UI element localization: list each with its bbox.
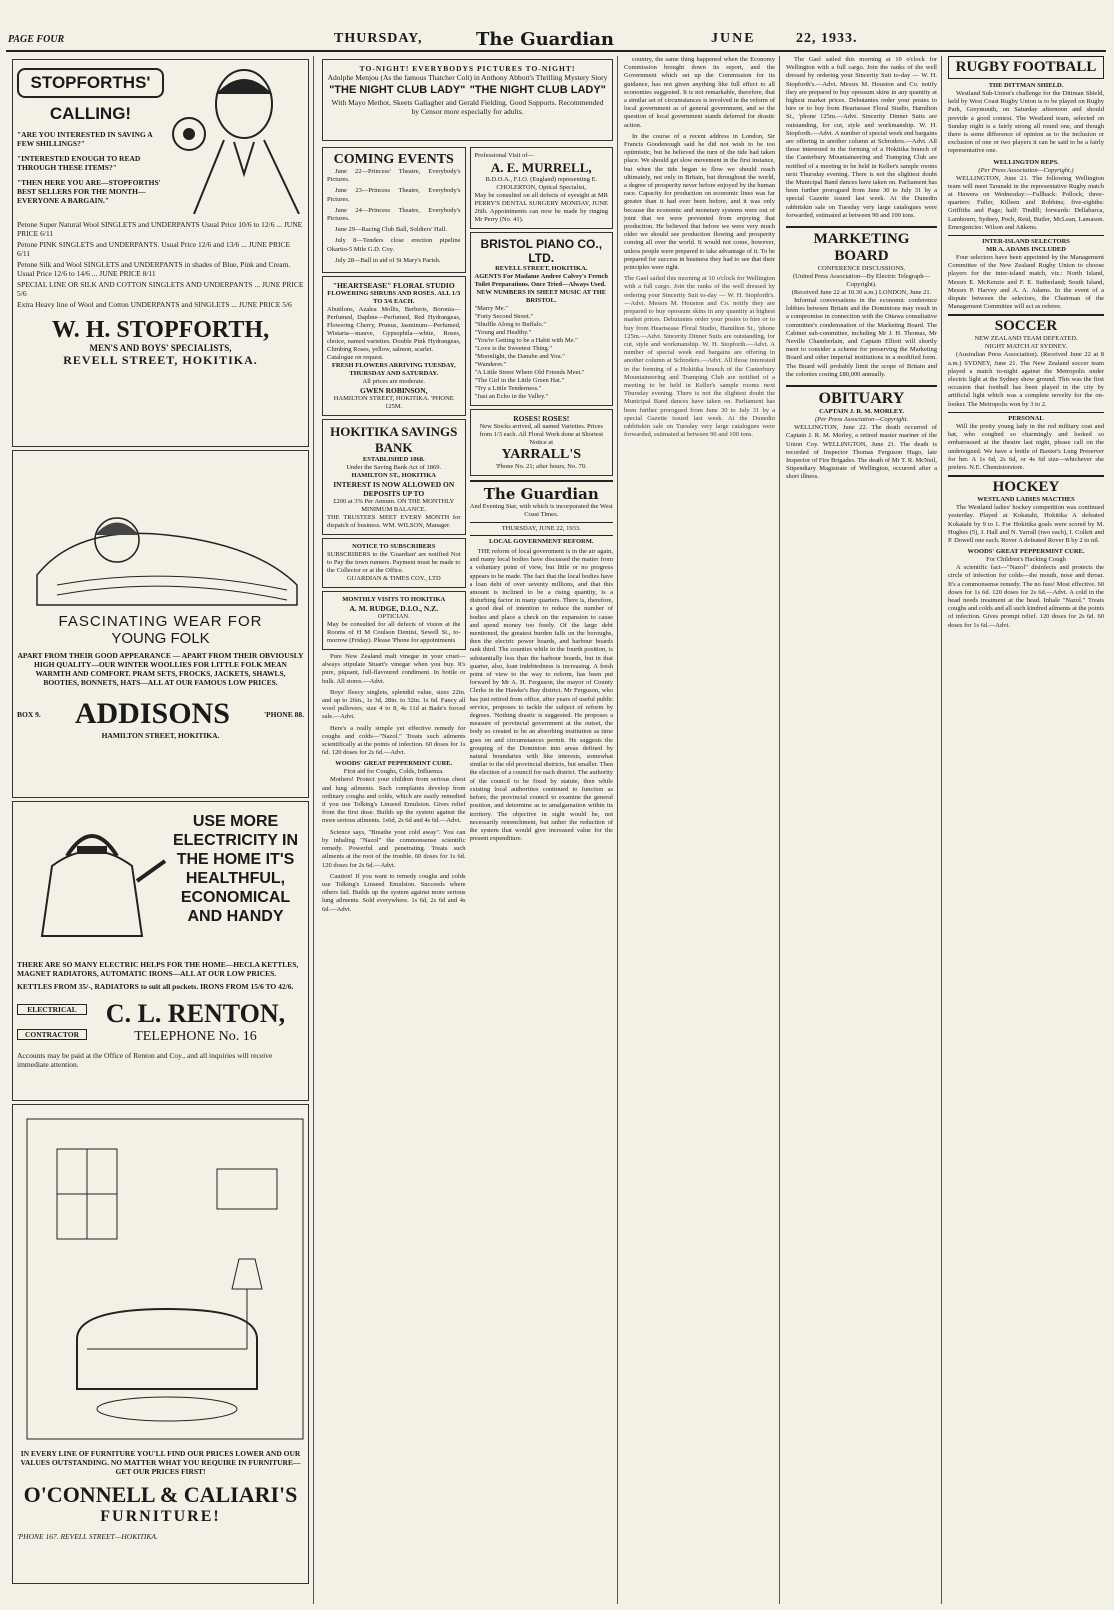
- column-editorial: [620, 56, 780, 1604]
- bank-act: Under the Saving Bank Act of 1869.: [346, 464, 442, 472]
- pictures-line1: Adolphe Menjou (As the famous Thatcher Colt) in Anthony Abbott's Thrilling Mystery Story: [327, 73, 608, 82]
- marketing-board-received: (Received June 22 at 10.30 a.m.) LONDON, June 21.: [791, 289, 932, 297]
- heartsease-list: Abutilons, Azalea Mollis, Berberis, Boronia—Perfumed, Daphne—Perfumed, Red Hydrangeas, Flowering Cherry, Prunus, Jasminum—Perfumed, Wistaria—mauve, Gypsophila—white, Roses, choice, named varieties. Double Pink Hydrangeas, Climbing Roses, yellow, salmon, scarlet.: [327, 306, 461, 354]
- coming-event-item: July 28—Ball in aid of St Mary's Parish.: [335, 256, 441, 264]
- editorial-continued: country, the same thing happened when the Economy Commission brought down its report, and the Government which set up the Commission for its guidance, has not given anything like full effect to all economies suggested. It is not remarkable, therefore, that a similar set of circumstances is involved in the reform of local government as of general government, and so the question of local government stands deferred for drastic action.: [624, 56, 775, 129]
- personal-head: PERSONAL: [948, 412, 1104, 423]
- bristol-song: "A Little Street Where Old Friends Meet.": [474, 369, 585, 376]
- bristol-song: "Wanderer.": [474, 361, 507, 368]
- pictures-line2: With Mayo Methot, Skeets Gallagher and Gerald Fielding. Good Supports. Recommended by Censor more especially for adults.: [331, 98, 604, 116]
- editorial-body: THE reform of local government is in the air again, and many local bodies have discussed the matter from a voluntary point of view, but little or no progress appears to be made. The fact that the local bodies have a loan debt of over seventy millions, and that this amount is inclined to be a rising quantity, is a disturbing factor in many quarters. There is, therefore, a good deal of intention to reduce the number of bodies and place a check on the expansion to cause and spend money too freely. Of the large debt mentioned, the greatest burden falls on the boroughs, then the electric power boards, and harbour boards rank third. The counties while in the fourth position, is substantially less than the harbour boards, but in that quarter, also, loan indebtedness is increasing. A fresh point of view to the way to reform, has been put forward by Mr A. H. Ferguson, the mayor of County Clerks in the Hawke's Bay district. Mr Ferguson, who has just retired from office, after years of useful public service, proposes to tackle the subject of reform by degrees. 'Nothing drastic is suggested. He proposes a measure of provincial government at the outset, the body so created to be an absorbing institution as time goes on and circumstances permit. He suggests the grouping of the Dominion into areas defined by natural boundaries with like interests, somewhat similar to the old provincial districts, but smaller. Then the election of a council for each district. The authority of the council to be fixed by statute, then while existing local authorities continued to function as before, the provincial council to examine the general position, and determine as to amalgamation within its territory. The objective in sight would be, not necessarily retrenchment, but rather the reduction of the system that would give increased value for the present expenditure.: [469, 548, 613, 843]
- caution-notice: Caution! If you want to remedy coughs and colds use Tolking's Linseed Emulsion. Succeeds where others fail. Builds up the system against more serious lung ailments. Sold everywhere. 1s 6d, 2s 6d and 4s 6d.—Advt.: [322, 872, 466, 913]
- masthead-date: 22, 1933.: [796, 31, 858, 46]
- heartsease-addr: HAMILTON STREET, HOKITIKA. 'PHONE 125M.: [333, 395, 454, 411]
- obituary-text: WELLINGTON, June 22. The death occurred of Captain J. R. M. Morley, a retired master mariner of the Union Coy. WELLINGTON, June 21. The death is recorded of Inspector Thomas Ferguson Hugo, late Inspector of Fire Brigades. The death of Mr T. R. McNeil, Stipendiary Magistrate of Wellington, occurred after a short illness.: [786, 424, 937, 481]
- oconnell-body: IN EVERY LINE OF FURNITURE YOU'LL FIND OUR PRICES LOWER AND OUR VALUES OUTSTANDING. NO MATTER WHAT YOU REQUIRE IN FURNITURE—GET OUR PRICES FIRST!: [20, 1449, 301, 1476]
- stopforths-headline2: CALLING!: [49, 104, 132, 123]
- bristol-music: NEW NUMBERS IN SHEET MUSIC AT THE BRISTOL.: [476, 289, 607, 304]
- bristol-song: "Forty Second Street.": [474, 313, 534, 320]
- heartsease-head: "HEARTSEASE" FLORAL STUDIO: [332, 281, 455, 291]
- stopforths-sub: MEN'S AND BOYS' SPECIALISTS,: [89, 343, 232, 353]
- addisons-headline2: YOUNG FOLK: [111, 630, 210, 647]
- subscribers-sign: GUARDIAN & TIMES COY., LTD: [346, 575, 441, 583]
- murrell-qual: B.D.O.A., F.I.O. (England) representing E. CHOLERTON, Optical Specialist,: [485, 176, 598, 191]
- subscribers-head: NOTICE TO SUBSCRIBERS: [352, 543, 436, 551]
- notices-right: [470, 144, 614, 917]
- wellington-reps-text: WELLINGTON, June 21. The following Wellington team will meet Taranaki in the representative Rugby match at Hawera on Wednesday:—Fullback: Pollock; three-quarters: Fuller, Killeen and Robbins; five-eighths: Griffiths and Page; half: Tindill; forwards: Dellabarca, Lambourn, Sydney, Poch, Reid, Butler, McLean, Lamason. Emergencies: Wilson and Aitkens.: [948, 174, 1104, 231]
- rudge-ad: [322, 591, 466, 650]
- bank-est: ESTABLISHED 1868.: [362, 456, 425, 464]
- bristol-song: "Marry Me.": [474, 305, 508, 312]
- renton-note: Accounts may be paid at the Office of Renton and Coy., and all inquiries will receive immediate attention.: [17, 1051, 273, 1069]
- obituary-credit: (Per Press Association—Copyright.: [815, 416, 908, 424]
- column-ads-left: [8, 56, 314, 1604]
- science-notice: Science says, "Breathe your cold away". You can by inhaling "Nazol" the commonsense scientific remedy. Powerful and penetrating. Treats such ailments at the root of the trouble. 60 doses for 1s 6d. 120 doses for 2s 6d.—Advt.: [322, 828, 466, 869]
- kettle-illustration: [17, 806, 167, 956]
- stopforths-address: REVELL STREET, HOKITIKA.: [63, 353, 258, 367]
- murrell-name: A. E. MURRELL,: [490, 160, 592, 175]
- bristol-agents: AGENTS For Madame Andree Calvey's French Toilet Preparations. Once Tried—Always Used.: [474, 273, 608, 288]
- bristol-song: "You're Getting to be a Habit with Me.": [474, 337, 578, 344]
- vinegar-notice: Pure New Zealand malt vinegar in your cruet—always stipulate Stuart's vinegar when you buy. It's pure, piquant, full-flavoured condiment. In bottle or bulk. All stores.—Advt.: [322, 653, 466, 685]
- yarrall-phone: 'Phone No. 21; after hours, No. 70.: [495, 463, 587, 470]
- column-local-news: [782, 56, 942, 1604]
- marketing-board-credit: (United Press Association—By Electric Telegraph—Copyright).: [793, 273, 930, 289]
- soccer-text: (Australian Press Association). (Received June 22 at 8 a.m.) SYDNEY, June 21. The New Zealand soccer team played a match to-night against the Metropolis under electric light at the Sydney show ground. This was the first occasion that football has been played in the city by artificial light which was a complete novelty for the on-looker. The Metropolis won by 3 to 2.: [948, 351, 1104, 408]
- man-illustration: [164, 64, 304, 214]
- wellington-reps-credit: (Per Press Association—Copyright.): [978, 166, 1074, 174]
- guardian-name: The Guardian: [483, 485, 599, 503]
- murrell-body: May be consulted on all defects of eyesight at MR PERRY'S DENTAL SURGERY MONDAY, JUNE 26th. Appointments can now be made by ringing Mr Perry (No. 41).: [474, 192, 608, 223]
- bristol-song: "Just an Echo in the Valley.": [474, 393, 549, 400]
- rugby-sub: THE DITTMAN SHIELD.: [988, 82, 1064, 89]
- coming-events-head: COMING EVENTS: [333, 152, 454, 167]
- pictures-title-2: "THE NIGHT CLUB LADY": [469, 84, 606, 96]
- hockey-head: HOCKEY: [948, 475, 1104, 496]
- woods-sub-2: For Children's Hacking Cough: [986, 556, 1066, 564]
- oconnell-name: O'CONNELL & CALIARI'S: [23, 1482, 298, 1507]
- coming-events: [322, 147, 466, 273]
- furniture-room-illustration: [17, 1109, 304, 1449]
- bank-addr: HAMILTON ST., HOKITIKA: [351, 472, 436, 480]
- masthead-title: The Guardian: [476, 28, 614, 50]
- masthead-month: JUNE: [711, 31, 756, 46]
- coming-event-item: June 24—Princess Theatre, Everybody's Pictures.: [327, 206, 461, 223]
- savings-bank-ad: [322, 419, 466, 535]
- pictures-title-1: "THE NIGHT CLUB LADY": [329, 84, 466, 96]
- addisons-box: BOX 9.: [17, 709, 41, 719]
- coming-event-item: June 22—Princess' Theatre, Everybody's Pictures.: [327, 168, 461, 184]
- bank-interest: INTEREST IS NOW ALLOWED ON DEPOSITS UP TO: [333, 480, 455, 499]
- yarrall-body: New Stocks arrived, all named Varieties. Prices from 1/3 each. All Floral Work done at Shortest Notice at: [479, 423, 604, 446]
- stopforths-item: Extra Heavy line of Wool and Cotton UNDERPANTS and SINGLETS ... JUNE PRICE 5/6: [17, 300, 292, 309]
- stopforths-item: Petone Silk and Wool SINGLETS and UNDERPANTS in shades of Blue, Pink and Cream. Usual Price 12/6 to 14/6 ... JUNE PRICE 8/11: [17, 260, 291, 278]
- stopforths-q3: "THEN HERE YOU ARE—STOPFORTHS' BEST SELLERS FOR THE MONTH—EVERYONE A BARGAIN.": [17, 178, 161, 205]
- stopforths-name: W. H. STOPFORTH,: [51, 317, 270, 343]
- rugby-text: Westland Sub-Union's challenge for the Dittman Shield, held by West Coast Rugby Union is to be played on Rugby Park, Greymouth, on Saturday afternoon and should provide a good contest. The Westland team, selected on Sunday night is a fairly strong all round one, and though there is some difference of opinion as to the inclusion or exclusion of one or two players it can be said to be a fairly representative one.: [948, 90, 1104, 155]
- heartsease-fresh: FRESH FLOWERS ARRIVING TUESDAY, THURSDAY AND SATURDAY.: [331, 362, 456, 378]
- wellington-reps-head: WELLINGTON REPS.: [993, 158, 1059, 166]
- soccer-sub: NEW ZEALAND TEAM DEFEATED.: [974, 335, 1078, 343]
- rugby-head: RUGBY FOOTBALL: [948, 56, 1104, 79]
- bristol-song: "The Girl in the Little Green Hat.": [474, 377, 565, 384]
- inter-island-text: Four selectors have been appointed by the Management Committee of the New Zealand Rugby Union to choose players for the inter-island match, viz.: North Island, Messrs E. McKenzie and F. E. Sutherland; South Island, Messrs P. Harvey and A. A. Adams. In the event of a dispute between the selectors, the Chairman of the Management Committee will act as referee.: [948, 254, 1104, 311]
- stopforths-q2: "INTERESTED ENOUGH TO READ THROUGH THESE ITEMS?": [17, 154, 141, 172]
- soccer-head: SOCCER: [948, 314, 1104, 335]
- rudge-body: May be consulted for all defects of vision at the Rooms of H M Coulson Dentist, Sewell St., to-morrow (Friday). Please 'Phone for appointments: [327, 621, 461, 645]
- renton-prices: KETTLES FROM 35/-, RADIATORS to suit all pockets. IRONS FROM 15/6 TO 42/6.: [17, 982, 294, 991]
- bank-trustees: THE TRUSTEES MEET EVERY MONTH for dispatch of business. WM. WILSON, Manager.: [327, 514, 461, 530]
- stopforths-q1: "ARE YOU INTERESTED IN SAVING A FEW SHILLINGS?": [17, 130, 153, 148]
- goodenough-article: In the course of a recent address in London, Sir Francis Goodenough said he did not wish to be too optimistic, but he believed the turn of the tide had taken place. We should get slow movement in the first instance, but when the tide began to flow we should reach ultimately, not only in Britain, but throughout the world, a degree of prosperity never before enjoyed by the human race. Capacity for production on economic lines was far greater than it had ever been before, and it was only because the economic and monetary systems were out of joint that we were prevented from enjoying that production. He believed that before we were very much older we should see production flowing and prosperity coming all over the world. It would not come, however, unless people were prepared to take advantage of it. To be prepared for success in business they had to see that their principles were right.: [624, 132, 775, 272]
- column-sport: [944, 56, 1108, 1604]
- addisons-phone: 'PHONE 88.: [263, 709, 304, 719]
- bristol-addr: REVELL STREET, HOKITIKA.: [495, 265, 588, 272]
- inter-island-sub: MR A. ADAMS INCLUDED: [986, 246, 1066, 254]
- bristol-ad: [470, 232, 614, 406]
- woods-text: A scientific fact—"Nazol" disinfects and protects the circle of infection for colds—the mouth, nose and throat. It's a commonsense remedy. The no fuss! Most effective. 60 doses for 1s 6d. 120 doses for 2s 6d.—Advt. A cold in the head needs treatment at the head. Inhale "Nazol." Treats coughs and colds and all such kindred ailments at the points of infection. Gives prompt relief. 120 doses for 2s 6d. 60 doses for 1s 6d.—Advt.: [948, 564, 1104, 629]
- stopforths-item: Petone PINK SINGLETS and UNDERPANTS. Usual Price 12/6 and 13/6 ... JUNE PRICE 6/11: [17, 240, 291, 258]
- addisons-body: APART FROM THEIR GOOD APPEARANCE — APART FROM THEIR OBVIOUSLY HIGH QUALITY—OUR WINTER WOOLLIES FOR LITTLE FOLK MEAN WARMTH AND COMFORT. PRAM SETS, FROCKS, JACKETS, SHAWLS, BOOTIES, BONNETS, HATS—ALL AT OUR FAMOUS LOW PRICES.: [17, 651, 304, 687]
- bristol-song: "Love is the Sweetest Thing.": [474, 345, 553, 352]
- renton-name: C. L. RENTON,: [105, 999, 286, 1028]
- obituary-head: OBITUARY: [786, 385, 937, 408]
- rudge-name: A. M. RUDGE, D.I.O., N.Z.: [349, 604, 439, 614]
- masthead-day: THURSDAY,: [334, 31, 423, 46]
- remedy-notice: Here's a really simple yet effective remedy for coughs and colds—"Nazol." Treats such ailments scientifically at the points of infection. 60 doses for 1s 6d. 120 doses for 2s 6d.—Advt.: [322, 724, 466, 757]
- renton-headline: USE MORE ELECTRICITY IN THE HOME IT'S HEALTHFUL, ECONOMICAL AND HANDY: [172, 813, 299, 925]
- renton-body: THERE ARE SO MANY ELECTRIC HELPS FOR THE HOME—HECLA KETTLES, MAGNET RADIATORS, AUTOMATIC IRONS—ALL AT OUR LOW PRICES.: [17, 960, 299, 978]
- guardian-nameplate: [470, 480, 614, 523]
- bristol-song: "Young and Healthy.": [474, 329, 532, 336]
- obituary-sub: CAPTAIN J. R. M. MORLEY.: [819, 408, 904, 416]
- pictures-ad: [322, 59, 613, 141]
- renton-ad: [12, 801, 309, 1101]
- local-news-text: The Gael sailed this morning at 10 o'clock for Wellington with a full cargo. Join the ranks of the well dressed by ordering your Sincerity Suit to-day — W. H. Stopforth's.—Advt. Messrs M. Houston and Co. notify they are prepared to buy opossum skins in any quantity at highest market prices. Debutantes order your posies to hire or to buy from Heartsease Floral Studio, Hamilton St., 'phone 125m.—Advt. Sincerity Dinner Suits are outstanding, for cut, style and workmanship. W. H. Stopforth.—Advt. A number of special week end bargains are offering in another column at Schroders.—Advt. All those interested in the forming of a Hokitika branch of the Canterbury Mountaineering and Tramping Club are notified of a meeting to be held in Keller's sample rooms next Thursday evening. There is not the slightest doubt the Municipal Band dances have taken on. Parliament has been further prorogued from June 30 to July 31 by a special Gazette issued last week. At the Dunedin rabbitskin sale on Tuesday very large catalogues were forwarded, estimated at between 90 and 100 tons.: [786, 56, 937, 219]
- woods-head-2: WOODS' GREAT PEPPERMINT CURE.: [967, 548, 1085, 556]
- editorial-head: LOCAL GOVERNMENT REFORM.: [489, 538, 594, 545]
- bristol-song: "Try a Little Tenderness.": [474, 385, 542, 392]
- inter-island-head: INTER-ISLAND SELECTORS: [948, 235, 1104, 246]
- soccer-sub2: NIGHT MATCH AT SYDNEY.: [984, 343, 1068, 351]
- addisons-ad: [12, 450, 309, 798]
- woods-head: WOODS' GREAT PEPPERMINT CURE.: [335, 760, 453, 768]
- marketing-board-sub: CONFERENCE DISCUSSIONS.: [817, 265, 906, 273]
- heartsease-name: GWEN ROBINSON,: [359, 386, 428, 396]
- oconnell-sub: FURNITURE!: [100, 1508, 221, 1525]
- addisons-name: ADDISONS: [74, 697, 230, 730]
- woods-sub: First aid for Coughs, Colds, Influenza.: [343, 768, 444, 776]
- stopforths-ad: [12, 59, 309, 447]
- marketing-board-text: Informal conversations in the economic conference lobbies between Britain and the Dominions may result in a compromise in connection with the Ottawa consultative committee's condemnation of the Marketing Board. The Cabinet sub-committee, including Mr J. H. Thomas, Mr Neville Chamberlain, and Captain Elliott will shortly meet to consider a scheme for preserving the Marketing Board and other imperial institutions in a modified form. The Board will probably limit the scope of Britain and the colonies costing £80,000 annually.: [786, 297, 937, 378]
- column-notices: [318, 56, 618, 1604]
- bristol-song: "Moonlight, the Danube and You.": [474, 353, 565, 360]
- coming-event-item: June 23—Princess Theatre, Everybody's Pictures.: [327, 187, 461, 203]
- stopforths-item: Petone Super Natural Wool SINGLETS and UNDERPANTS Usual Price 10/6 to 12/6 ... JUNE PRICE 6/11: [17, 220, 303, 238]
- coming-event-item: June 29—Racing Club Ball, Soldiers' Hall.: [335, 226, 447, 234]
- pictures-top: TO-NIGHT! EVERYBODYS PICTURES TO-NIGHT!: [359, 64, 576, 73]
- notice-subscribers: [322, 538, 466, 588]
- coming-event-item: July 8—Tenders close erection pipeline Okarito-5 Mile G.D. Coy.: [327, 237, 461, 253]
- rudge-head: MONTHLY VISITS TO HOKITIKA: [342, 596, 446, 604]
- oconnell-ad: [12, 1104, 309, 1584]
- bristol-head: BRISTOL PIANO CO., LTD.: [480, 237, 603, 265]
- hockey-text: The Westland ladies' hockey competition was continued yesterday. Played at Kokatahi, Hokitika A defeated Kokatahi by 9 to 1. For Hokitika goals were scored by M. Hughes (5), J. Hall and N. Yarrall (two each), I. Collett and P. Dowell one each. Rover A defeated Rover B by 2 to nil.: [948, 504, 1104, 544]
- addisons-headline: FASCINATING WEAR FOR: [58, 613, 263, 630]
- murrell-ad: [470, 147, 614, 229]
- heartsease-prices: All prices are moderate.: [362, 378, 425, 386]
- renton-phone: TELEPHONE No. 16: [134, 1029, 257, 1044]
- stopforths-item: SPECIAL LINE OR SILK AND COTTON SINGLETS AND UNDERPANTS ... JUNE PRICE 5/6: [17, 280, 304, 298]
- marketing-board-head: MARKETING BOARD: [786, 226, 937, 265]
- yarrall-name: YARRALL'S: [501, 447, 582, 462]
- renton-label-contractor: CONTRACTOR: [17, 1029, 87, 1040]
- bank-amount: £200 at 3% Per Annum. ON THE MONTHLY MINIMUM BALANCE.: [333, 498, 455, 514]
- heartsease-ad: [322, 276, 466, 416]
- yarrall-roses: ROSES! ROSES!: [513, 414, 570, 423]
- article-text: The Gael sailed this morning at 10 o'clock for Wellington with a full cargo. Join the ranks of the well dressed by ordering your Sincerity Suit to-day — W. H. Stopforth's.—Advt. Messrs M. Houston and Co. notify they are prepared to buy opossum skins in any quantity at highest market prices. Debutantes order your posies to hire or to buy from Heartsease Floral Studio, Hamilton St., 'phone 125m.—Advt. Sincerity Dinner Suits are outstanding, for cut, style and workmanship. W. H. Stopforth.—Advt. A number of special week end bargains are offering in another column at Schroders.—Advt. All those interested in the forming of a Hokitika branch of the Canterbury Mountaineering and Tramping Club are notified of a meeting to be held in Keller's sample rooms next Thursday evening. There is not the slightest doubt the Municipal Band dances have taken on. Parliament has been further prorogued from June 30 to July 31 by a special Gazette issued last week. At the Dunedin rabbitskin sale on Tuesday very large catalogues were forwarded, estimated at between 90 and 100 tons.: [624, 275, 775, 439]
- oconnell-footer: 'PHONE 167. REVELL STREET—HOKITIKA.: [17, 1532, 158, 1541]
- murrell-top: Professional Visit of—: [474, 152, 534, 159]
- rudge-title: OPTICIAN.: [377, 613, 410, 621]
- yarrall-ad: [470, 409, 614, 476]
- sleeping-child-illustration: [17, 455, 304, 613]
- notices-left: [322, 144, 466, 917]
- heartsease-sub: FLOWERING SHRUBS AND ROSES. ALL 1/3 TO 3/6 EACH.: [327, 290, 461, 306]
- guardian-sub: And Evening Star, with which is incorporated the West Coast Times.: [469, 503, 613, 518]
- stopforths-headline: STOPFORTHS': [17, 68, 164, 98]
- bank-head: HOKITIKA SAVINGS BANK: [330, 424, 458, 456]
- mothers-notice: Mothers! Protect your children from serious chest and lung ailments. Such complaints develop from ordinary coughs and colds, which are easily remedied if you use Tolking's Linseed Emulsion. Gives relief from the first dose. Builds up the system against the more serious ailments. 1s6d, 2s 6d and 4s 6d.—Advt.: [322, 776, 466, 825]
- masthead: [6, 28, 1106, 52]
- personal-text: Will the pretty young lady in the red military coat and hat, who coughed so charmingly and looked so embarrassed at the theatre last night, please call on the undersigned. We have a bottle of Baxter's Lung Preserver for her. A 1s 6d, 2s 6d, or 4s 6d size—whichever she prefers. N.E. Chemistorstore.: [948, 422, 1104, 471]
- subscribers-body: SUBSCRIBERS to the 'Guardian' are notified Not to Pay the town runners. Payment must be made to the Collector or at the Office.: [327, 551, 461, 575]
- heartsease-catalogue: Catalogue on request.: [327, 354, 384, 362]
- renton-label-electrical: ELECTRICAL: [17, 1004, 87, 1015]
- boys-singlets-notice: Boys' fleecy singlets, splendid value, sizes 22in. and up to 26in., 1s 3d, 28in. to 32in. 1s 6d. Fancy all wool pullovers, size 4 to 8, 4s 11d at Bade's forced sale.—Advt.: [322, 688, 466, 721]
- addisons-address: HAMILTON STREET, HOKITIKA.: [101, 731, 220, 740]
- hockey-sub: WESTLAND LADIES MACTHES: [977, 496, 1075, 504]
- bristol-song: "Shuffle Along to Buffalo.": [474, 321, 547, 328]
- page-number: PAGE FOUR: [8, 33, 65, 45]
- guardian-dateline: THURSDAY, JUNE 22, 1933.: [470, 523, 614, 536]
